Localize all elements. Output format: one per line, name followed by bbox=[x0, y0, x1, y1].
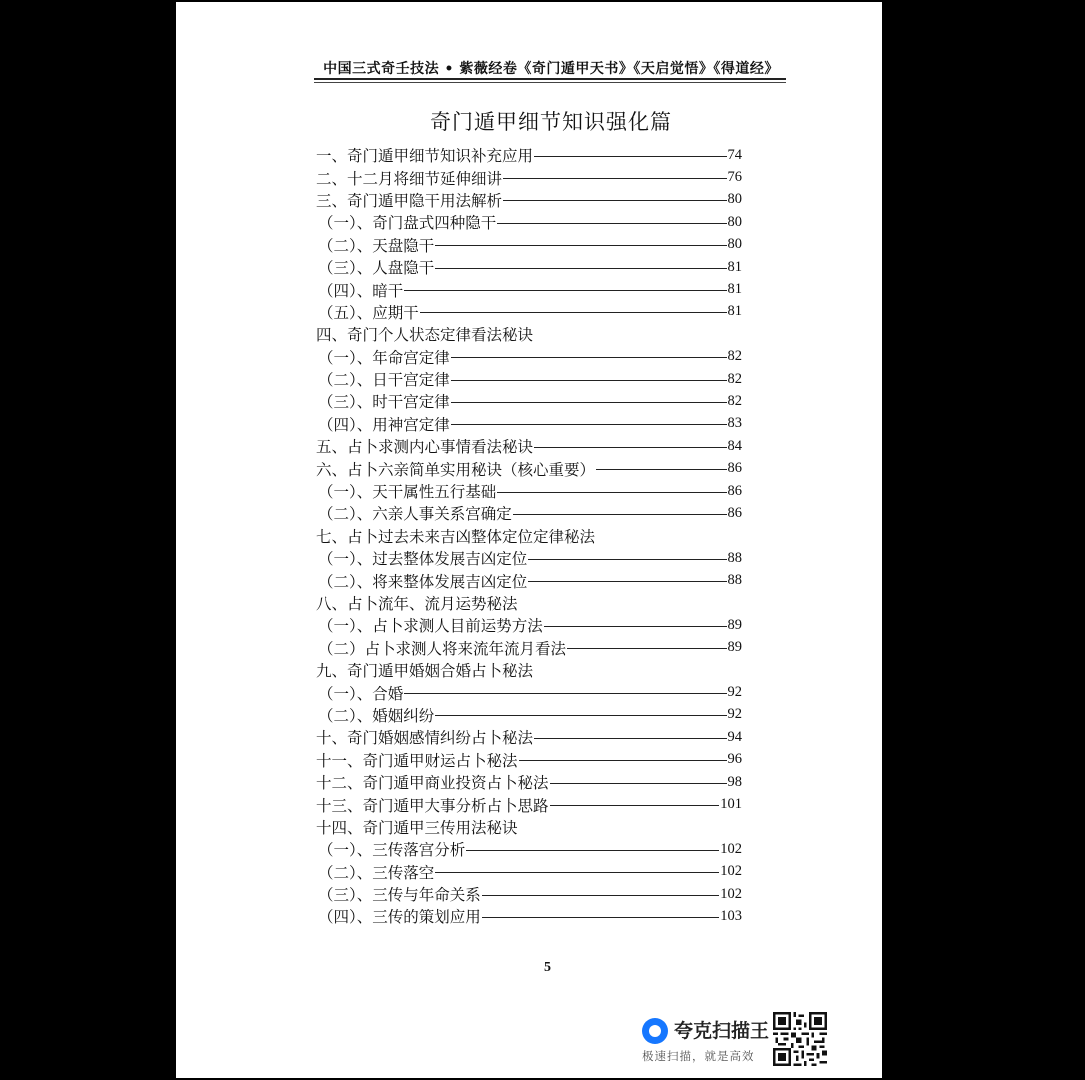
toc-entry-title: 一、奇门遁甲细节知识补充应用 bbox=[316, 147, 534, 166]
toc-leader-line bbox=[420, 312, 727, 313]
toc-entry bbox=[316, 704, 742, 726]
toc-entry-page: 81 bbox=[727, 303, 742, 320]
toc-entry-title: （一）、天干属性五行基础 bbox=[318, 483, 497, 502]
toc-entry-title: （一）、年命宫定律 bbox=[318, 348, 450, 367]
toc-entry-title: （二）、将来整体发展吉凶定位 bbox=[318, 572, 528, 591]
toc-leader-line bbox=[435, 715, 726, 716]
toc-entry-title: 十三、奇门遁甲大事分析占卜思路 bbox=[316, 796, 549, 815]
toc-leader-line bbox=[550, 805, 720, 806]
toc-entry-title: （三）、人盘隐干 bbox=[318, 259, 435, 278]
toc-leader-line bbox=[503, 178, 726, 179]
toc-leader-line bbox=[451, 380, 727, 381]
toc-entry-title: 九、奇门遁甲婚姻合婚占卜秘法 bbox=[316, 662, 534, 681]
scanned-page bbox=[176, 2, 882, 1078]
toc-leader-line bbox=[404, 290, 726, 291]
toc-entry-page: 81 bbox=[727, 258, 742, 275]
toc-entry bbox=[316, 838, 742, 860]
toc-entry-page: 84 bbox=[727, 437, 742, 454]
toc-entry bbox=[316, 166, 742, 188]
toc-entry bbox=[316, 457, 742, 479]
toc-entry-title: （四）、三传的策划应用 bbox=[318, 908, 481, 927]
toc-entry bbox=[316, 749, 742, 771]
toc-leader-line bbox=[435, 245, 726, 246]
toc-entry bbox=[316, 323, 742, 345]
toc-leader-line bbox=[466, 850, 719, 851]
toc-leader-line bbox=[567, 648, 726, 649]
toc-entry-title: 十一、奇门遁甲财运占卜秘法 bbox=[316, 751, 518, 770]
toc-leader-line bbox=[528, 581, 726, 582]
toc-leader-line bbox=[519, 760, 727, 761]
toc-entry-title: 八、占卜流年、流月运势秘法 bbox=[316, 595, 518, 613]
toc-entry bbox=[316, 793, 742, 815]
header-rule bbox=[314, 78, 786, 80]
toc-entry-title: （一）、合婚 bbox=[318, 684, 404, 703]
toc-entry-page: 80 bbox=[727, 213, 742, 230]
toc-leader-line bbox=[497, 492, 726, 493]
toc-entry-page: 76 bbox=[727, 169, 742, 186]
toc-entry-page: 89 bbox=[727, 639, 742, 656]
toc-entry-title: （四）、暗干 bbox=[318, 281, 404, 300]
toc-leader-line bbox=[503, 200, 726, 201]
toc-leader-line bbox=[534, 447, 726, 448]
toc-leader-line bbox=[497, 223, 726, 224]
toc-entry bbox=[316, 211, 742, 233]
toc-entry bbox=[316, 771, 742, 793]
toc-entry bbox=[316, 547, 742, 569]
toc-entry-page: 103 bbox=[720, 907, 742, 924]
toc-entry bbox=[316, 390, 742, 412]
toc-entry-title: 十、奇门婚姻感情纠纷占卜秘法 bbox=[316, 729, 534, 748]
toc-entry-page: 94 bbox=[727, 728, 742, 745]
toc-entry bbox=[316, 480, 742, 502]
toc-entry bbox=[316, 592, 742, 614]
toc-entry bbox=[316, 234, 742, 256]
toc-entry bbox=[316, 256, 742, 278]
toc-entry-title: （二）占卜求测人将来流年流月看法 bbox=[318, 639, 567, 658]
toc-entry-page: 88 bbox=[727, 572, 742, 589]
toc-entry bbox=[316, 301, 742, 323]
toc-entry-title: 二、十二月将细节延伸细讲 bbox=[316, 169, 503, 188]
toc-entry-page: 80 bbox=[727, 236, 742, 253]
watermark-slogan: 极速扫描，就是高效 bbox=[642, 1049, 755, 1063]
toc-entry-page: 98 bbox=[727, 773, 742, 790]
table-of-contents bbox=[316, 144, 742, 928]
toc-entry-title: （一）、奇门盘式四种隐干 bbox=[318, 214, 497, 233]
toc-entry-title: 三、奇门遁甲隐干用法解析 bbox=[316, 191, 503, 210]
toc-leader-line bbox=[451, 402, 727, 403]
toc-leader-line bbox=[550, 783, 727, 784]
toc-entry-page: 86 bbox=[727, 460, 742, 477]
header-rule-thin bbox=[314, 82, 786, 83]
toc-entry-page: 102 bbox=[720, 863, 742, 880]
toc-entry-title: （二）、日干宫定律 bbox=[318, 371, 450, 390]
toc-entry-title: （二）、婚姻纠纷 bbox=[318, 706, 435, 725]
toc-entry-title: 五、占卜求测内心事情看法秘诀 bbox=[316, 438, 534, 457]
toc-entry bbox=[316, 659, 742, 681]
scanner-watermark bbox=[640, 1012, 830, 1068]
toc-entry-page: 92 bbox=[727, 684, 742, 701]
toc-leader-line bbox=[513, 514, 727, 515]
toc-entry-page: 82 bbox=[727, 370, 742, 387]
toc-entry-page: 92 bbox=[727, 706, 742, 723]
toc-entry-page: 101 bbox=[720, 796, 742, 813]
toc-entry-page: 74 bbox=[727, 146, 742, 163]
toc-leader-line bbox=[596, 469, 726, 470]
toc-entry-title: （一）、占卜求测人目前运势方法 bbox=[318, 617, 543, 636]
toc-entry bbox=[316, 502, 742, 524]
toc-entry-title: 六、占卜六亲简单实用秘诀（核心重要） bbox=[316, 460, 596, 479]
toc-entry bbox=[316, 637, 742, 659]
toc-entry-title: （三）、时干宫定律 bbox=[318, 393, 450, 412]
toc-entry-page: 88 bbox=[727, 549, 742, 566]
toc-entry bbox=[316, 726, 742, 748]
toc-entry-title: （四）、用神宫定律 bbox=[318, 415, 450, 434]
toc-entry-title: （五）、应期干 bbox=[318, 303, 419, 322]
toc-entry bbox=[316, 189, 742, 211]
toc-entry bbox=[316, 569, 742, 591]
toc-entry bbox=[316, 816, 742, 838]
toc-entry bbox=[316, 861, 742, 883]
watermark-brand: 夸克扫描王 bbox=[674, 1020, 770, 1042]
toc-leader-line bbox=[451, 424, 727, 425]
toc-entry-title: （二）、天盘隐干 bbox=[318, 236, 435, 255]
toc-leader-line bbox=[544, 626, 727, 627]
toc-entry-title: 十二、奇门遁甲商业投资占卜秘法 bbox=[316, 774, 549, 793]
toc-entry-title: （二）、三传落空 bbox=[318, 863, 435, 882]
toc-entry bbox=[316, 525, 742, 547]
toc-entry bbox=[316, 278, 742, 300]
toc-entry-title: （二）、六亲人事关系宫确定 bbox=[318, 505, 512, 524]
toc-entry-page: 102 bbox=[720, 840, 742, 857]
toc-entry-title: 十四、奇门遁甲三传用法秘诀 bbox=[316, 818, 518, 837]
toc-leader-line bbox=[528, 559, 726, 560]
toc-entry-page: 82 bbox=[727, 348, 742, 365]
toc-leader-line bbox=[404, 693, 726, 694]
toc-leader-line bbox=[534, 738, 726, 739]
toc-entry bbox=[316, 435, 742, 457]
toc-leader-line bbox=[435, 872, 719, 873]
toc-entry-title: （一）、三传落宫分析 bbox=[318, 841, 466, 860]
toc-leader-line bbox=[482, 917, 719, 918]
toc-entry bbox=[316, 346, 742, 368]
toc-entry-page: 81 bbox=[727, 281, 742, 298]
toc-leader-line bbox=[451, 357, 727, 358]
toc-entry bbox=[316, 144, 742, 166]
toc-leader-line bbox=[482, 895, 719, 896]
toc-entry-page: 82 bbox=[727, 392, 742, 409]
toc-entry-title: 四、奇门个人状态定律看法秘诀 bbox=[316, 326, 534, 345]
toc-entry bbox=[316, 614, 742, 636]
toc-entry bbox=[316, 368, 742, 390]
toc-entry-page: 80 bbox=[727, 191, 742, 208]
toc-entry-title: （三）、三传与年命关系 bbox=[318, 886, 481, 905]
toc-title: 奇门遁甲细节知识强化篇 bbox=[430, 110, 672, 134]
toc-entry-title: （一）、过去整体发展吉凶定位 bbox=[318, 550, 528, 569]
toc-entry-page: 83 bbox=[727, 415, 742, 432]
qr-code-icon bbox=[773, 1012, 827, 1066]
page-number: 5 bbox=[544, 960, 551, 975]
toc-entry-page: 96 bbox=[727, 751, 742, 768]
toc-entry-page: 102 bbox=[720, 885, 742, 902]
toc-entry bbox=[316, 883, 742, 905]
quark-logo-icon bbox=[642, 1018, 668, 1044]
toc-entry-title: 七、占卜过去未来吉凶整体定位定律秘法 bbox=[316, 527, 596, 546]
toc-entry-page: 86 bbox=[727, 482, 742, 499]
toc-entry-page: 89 bbox=[727, 616, 742, 633]
toc-entry bbox=[316, 681, 742, 703]
toc-entry-page: 86 bbox=[727, 504, 742, 521]
toc-entry bbox=[316, 905, 742, 927]
running-header: 中国三式奇壬技法 • 紫薇经卷《奇门遁甲天书》《天启觉悟》《得道经》 bbox=[323, 61, 779, 77]
toc-leader-line bbox=[534, 156, 726, 157]
toc-entry bbox=[316, 413, 742, 435]
toc-leader-line bbox=[435, 268, 726, 269]
